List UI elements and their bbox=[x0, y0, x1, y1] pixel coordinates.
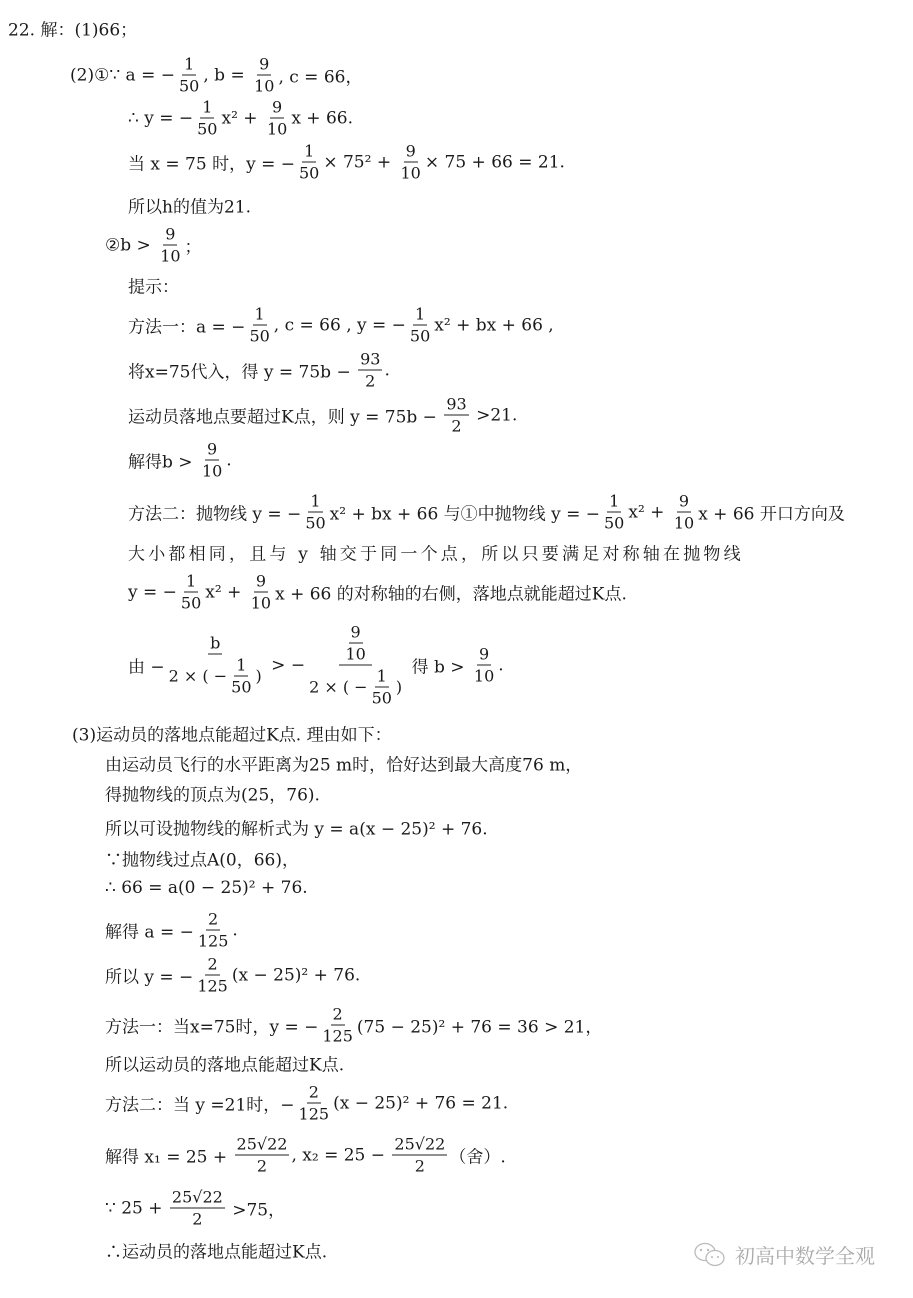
fraction bbox=[195, 98, 219, 139]
solution-line bbox=[70, 55, 362, 96]
solution-line bbox=[105, 225, 202, 266]
denominator: 10 bbox=[254, 76, 275, 96]
text-segment: x² + bbox=[221, 108, 263, 128]
denominator bbox=[167, 655, 264, 697]
text-segment: 方法二：当 y =21时，− bbox=[105, 1095, 295, 1116]
text-segment: 方法一：当x=75时，y = − bbox=[105, 1017, 319, 1038]
numerator: 1 bbox=[254, 304, 265, 324]
text-segment: ∴ y = − bbox=[128, 108, 194, 128]
fraction bbox=[247, 305, 271, 346]
text-segment: 22. 解：(1)66； bbox=[8, 20, 138, 41]
solution-line bbox=[72, 721, 392, 746]
solution-line bbox=[105, 1083, 508, 1124]
text-segment: 解得b > bbox=[128, 452, 198, 473]
denominator: 125 bbox=[197, 976, 228, 996]
watermark-text: 初高中数学全观 bbox=[735, 1244, 875, 1268]
fraction bbox=[444, 395, 468, 436]
fraction bbox=[196, 910, 231, 951]
text-segment: ) bbox=[395, 677, 403, 697]
text-segment: (x − 25)² + 76 = 21. bbox=[333, 1093, 509, 1113]
denominator: 10 bbox=[160, 246, 181, 266]
denominator: 50 bbox=[197, 119, 218, 139]
denominator: 10 bbox=[400, 163, 421, 183]
text-segment: 所以 y = − bbox=[105, 967, 194, 988]
text-segment: 所以h的值为21. bbox=[128, 197, 251, 218]
denominator: 50 bbox=[249, 326, 270, 346]
text-segment: , b = bbox=[203, 65, 251, 85]
text-segment: × 75 + 66 = 21. bbox=[424, 152, 565, 172]
numerator: 9 bbox=[259, 54, 270, 74]
numerator: 1 bbox=[236, 655, 247, 675]
fraction bbox=[307, 623, 404, 708]
solution-line bbox=[105, 846, 299, 871]
text-segment: × 75² + bbox=[323, 152, 397, 172]
denominator: 125 bbox=[298, 1104, 330, 1124]
solution-line bbox=[128, 193, 251, 218]
solution-line bbox=[105, 1051, 344, 1076]
text-segment: 方法二：抛物线 y = − bbox=[128, 504, 302, 525]
fraction bbox=[265, 98, 289, 139]
fraction bbox=[672, 492, 696, 533]
numerator: 9 bbox=[165, 224, 176, 244]
denominator: 2 bbox=[414, 1156, 425, 1176]
denominator: 50 bbox=[305, 513, 326, 533]
numerator: 1 bbox=[185, 571, 197, 591]
text-segment: ∴ 66 = a(0 − 25)² + 76. bbox=[105, 878, 308, 898]
fraction bbox=[179, 572, 203, 613]
denominator: 50 bbox=[231, 677, 252, 697]
solution-line bbox=[105, 815, 488, 840]
solution-line bbox=[128, 623, 504, 708]
fraction bbox=[167, 634, 264, 697]
text-segment: (75 − 25)² + 76 = 36 > 21， bbox=[356, 1017, 603, 1038]
text-segment: 由 − bbox=[128, 657, 165, 678]
text-segment: 所以运动员的落地点能超过K点. bbox=[105, 1055, 345, 1076]
denominator: 50 bbox=[409, 326, 431, 346]
text-segment: , c = 66， bbox=[278, 67, 363, 88]
solution-line bbox=[105, 1188, 285, 1229]
text-segment: , x₂ = 25 − bbox=[291, 1145, 391, 1165]
text-segment: ∵ 25 + bbox=[105, 1198, 168, 1218]
text-segment: x + 66. bbox=[291, 108, 353, 128]
text-segment: ) bbox=[255, 666, 262, 686]
fraction bbox=[249, 572, 273, 613]
solution-line bbox=[128, 98, 353, 139]
text-segment: 解得 x₁ = 25 + bbox=[105, 1147, 233, 1168]
numerator: 9 bbox=[405, 141, 416, 161]
text-segment: 得抛物线的顶点为(25，76). bbox=[105, 785, 320, 806]
denominator: 10 bbox=[250, 593, 272, 613]
text-segment: y = − bbox=[128, 582, 177, 602]
solution-line bbox=[8, 16, 137, 41]
solution-line bbox=[128, 142, 565, 183]
text-segment: x² + bbox=[205, 582, 247, 602]
fraction bbox=[170, 1188, 225, 1229]
denominator: 10 bbox=[266, 119, 288, 139]
denominator: 2 bbox=[365, 371, 376, 391]
text-segment: 由运动员飞行的水平距离为25 m时，恰好达到最大高度76 m， bbox=[105, 755, 583, 776]
numerator: 25√22 bbox=[236, 1134, 288, 1154]
text-segment: > − bbox=[265, 655, 306, 675]
text-segment: 将x=75代入，得 y = 75b − bbox=[128, 362, 357, 383]
text-segment: . bbox=[384, 360, 390, 380]
numerator bbox=[339, 623, 371, 666]
text-segment: ∴运动员的落地点能超过K点. bbox=[105, 1242, 328, 1263]
solution-line bbox=[105, 751, 582, 776]
numerator: 9 bbox=[350, 622, 361, 642]
fraction bbox=[158, 225, 182, 266]
denominator: 2 bbox=[192, 1209, 203, 1229]
fraction bbox=[235, 1135, 290, 1176]
solution-line bbox=[128, 540, 903, 565]
text-segment: 得 b > bbox=[406, 657, 470, 678]
text-segment: x² + bbox=[628, 502, 670, 522]
text-segment: 方法一：a = − bbox=[128, 317, 246, 338]
solution-line bbox=[128, 305, 554, 346]
fraction bbox=[177, 55, 201, 96]
denominator: 10 bbox=[201, 461, 223, 481]
text-segment: ∵抛物线过点A(0，66)， bbox=[105, 850, 299, 871]
numerator: 1 bbox=[184, 54, 195, 74]
text-segment: 2 × ( − bbox=[309, 677, 368, 697]
denominator: 50 bbox=[371, 688, 392, 708]
fraction bbox=[602, 492, 626, 533]
solution-line bbox=[128, 273, 179, 298]
numerator: 2 bbox=[308, 1082, 319, 1102]
text-segment: ； bbox=[184, 237, 202, 258]
text-segment: . bbox=[226, 450, 232, 470]
text-segment: x² + bx + 66 与①中抛物线 y = − bbox=[329, 504, 600, 525]
solution-line bbox=[128, 395, 517, 436]
text-segment: . bbox=[498, 655, 504, 675]
fraction bbox=[297, 142, 321, 183]
solution-line bbox=[128, 440, 232, 481]
text-segment: x + 66 开口方向及 bbox=[698, 504, 845, 525]
fraction bbox=[408, 305, 432, 346]
numerator: 25√22 bbox=[394, 1134, 446, 1154]
numerator: 1 bbox=[202, 97, 213, 117]
numerator: 25√22 bbox=[171, 1187, 223, 1207]
fraction bbox=[343, 623, 367, 664]
fraction bbox=[195, 955, 230, 996]
fraction bbox=[392, 1135, 447, 1176]
text-segment: 大小都相同，且与 y 轴交于同一个点，所以只要满足对称轴在抛物线 bbox=[128, 544, 744, 565]
numerator: 1 bbox=[310, 491, 321, 511]
text-segment: >75， bbox=[226, 1200, 286, 1221]
denominator: 10 bbox=[345, 644, 366, 664]
text-segment: x + 66 的对称轴的右侧，落地点就能超过K点. bbox=[275, 584, 627, 605]
numerator: 2 bbox=[332, 1004, 343, 1024]
solution-line bbox=[105, 1005, 602, 1046]
numerator: 93 bbox=[446, 394, 467, 414]
numerator bbox=[208, 634, 222, 655]
denominator: 125 bbox=[197, 931, 229, 951]
solution-line bbox=[105, 955, 360, 996]
solution-line bbox=[105, 1135, 506, 1176]
text-segment: （舍）. bbox=[449, 1147, 506, 1168]
numerator: 9 bbox=[207, 439, 218, 459]
numerator: 9 bbox=[272, 97, 283, 117]
numerator: 9 bbox=[255, 571, 266, 591]
fraction bbox=[200, 440, 224, 481]
text-segment: 当 x = 75 时，y = − bbox=[128, 154, 295, 175]
text-segment: 运动员落地点要超过K点，则 y = 75b − bbox=[128, 407, 443, 428]
denominator: 2 bbox=[256, 1156, 268, 1176]
numerator: 2 bbox=[207, 954, 218, 974]
solution-line bbox=[105, 910, 238, 951]
fraction bbox=[229, 656, 253, 697]
text-segment: (x − 25)² + 76. bbox=[231, 965, 361, 985]
numerator: 93 bbox=[360, 349, 381, 369]
fraction bbox=[370, 667, 394, 708]
fraction bbox=[399, 142, 423, 183]
text-segment: 解得 a = − bbox=[105, 922, 194, 943]
solution-line bbox=[128, 492, 845, 533]
solution-line bbox=[128, 350, 390, 391]
denominator: 10 bbox=[673, 513, 695, 533]
fraction bbox=[303, 492, 327, 533]
denominator: 50 bbox=[180, 593, 202, 613]
text-segment: b bbox=[210, 633, 221, 653]
numerator: 1 bbox=[415, 304, 426, 324]
solution-line bbox=[128, 572, 627, 613]
text-segment: >21. bbox=[470, 405, 518, 425]
numerator: 1 bbox=[609, 491, 620, 511]
text-segment: ②b > bbox=[105, 235, 157, 255]
wechat-icon bbox=[693, 1241, 727, 1269]
denominator: 10 bbox=[473, 666, 495, 686]
fraction bbox=[252, 55, 276, 96]
solution-line bbox=[105, 781, 320, 806]
denominator: 50 bbox=[298, 163, 320, 183]
fraction bbox=[472, 645, 496, 686]
denominator bbox=[307, 666, 404, 708]
text-segment: 2 × ( − bbox=[168, 666, 228, 686]
fraction bbox=[320, 1005, 355, 1046]
solution-line bbox=[105, 878, 308, 898]
numerator: 1 bbox=[304, 141, 315, 161]
text-segment: (3)运动员的落地点能超过K点. 理由如下： bbox=[72, 725, 392, 746]
denominator: 50 bbox=[178, 76, 200, 96]
denominator: 125 bbox=[322, 1026, 353, 1046]
numerator: 9 bbox=[678, 491, 690, 511]
numerator: 2 bbox=[208, 909, 219, 929]
fraction bbox=[358, 350, 382, 391]
denominator: 50 bbox=[604, 513, 625, 533]
denominator: 2 bbox=[451, 416, 462, 436]
text-segment: 所以可设抛物线的解析式为 y = a(x − 25)² + 76. bbox=[105, 819, 488, 840]
solution-line bbox=[105, 1238, 327, 1263]
text-segment: . bbox=[232, 920, 238, 940]
text-segment: (2)①∵ a = − bbox=[70, 65, 175, 85]
watermark bbox=[693, 1240, 875, 1269]
text-segment: 提示： bbox=[128, 277, 179, 298]
numerator: 1 bbox=[376, 666, 387, 686]
fraction bbox=[297, 1083, 332, 1124]
text-segment: , c = 66 , y = − bbox=[273, 315, 406, 335]
numerator: 9 bbox=[479, 644, 490, 664]
text-segment: x² + bx + 66 , bbox=[434, 315, 554, 335]
